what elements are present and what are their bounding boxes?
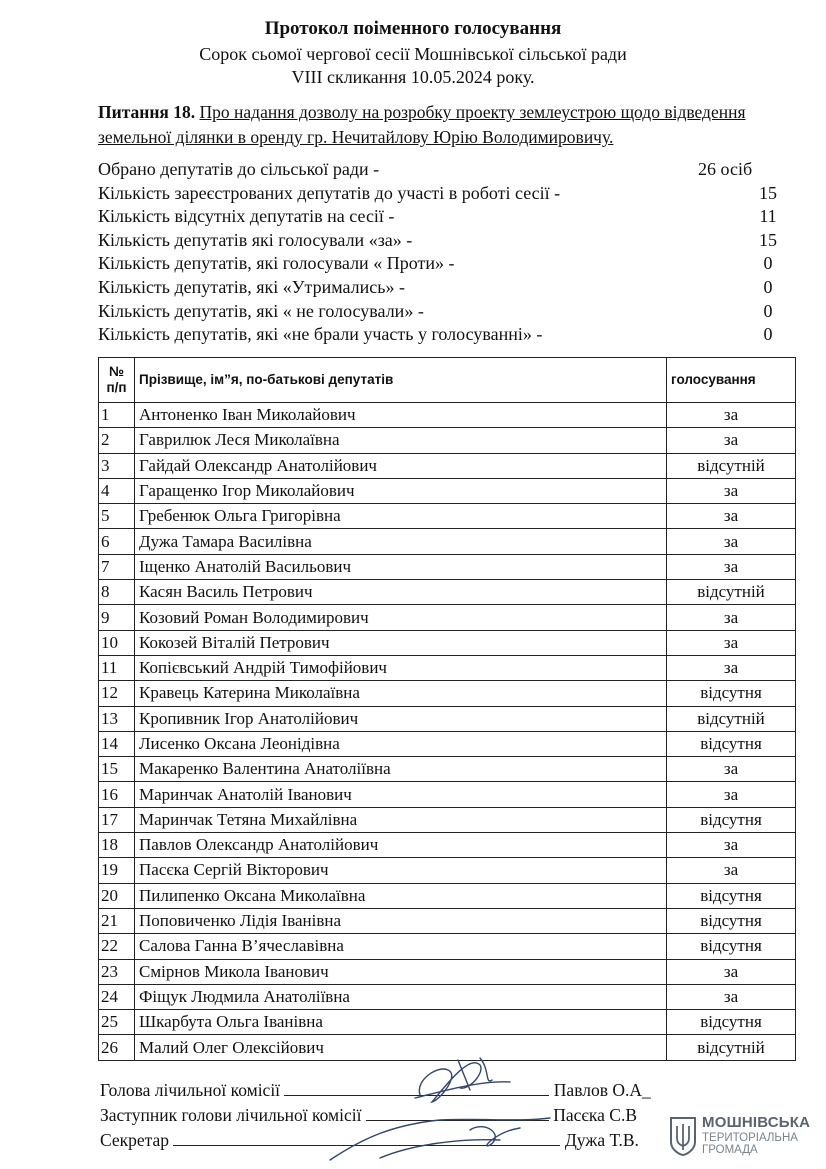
row-number: 15	[99, 757, 135, 782]
deputy-name: Касян Василь Петрович	[135, 580, 667, 605]
stat-value: 0	[763, 253, 773, 274]
table-header-row	[99, 358, 796, 403]
table-row	[99, 934, 796, 959]
table-row	[99, 1010, 796, 1035]
table-row	[99, 731, 796, 756]
table-row	[99, 883, 796, 908]
stat-value: 0	[763, 324, 773, 345]
row-number: 13	[99, 706, 135, 731]
table-row	[99, 504, 796, 529]
signature-role: Заступник голови лічильної комісії	[100, 1105, 362, 1125]
row-number: 21	[99, 908, 135, 933]
question-text-line2: земельної ділянки в оренду гр. Нечитайлову Юрію Володимировичу.	[98, 127, 614, 147]
roll-call-table	[98, 357, 796, 1061]
deputy-name: Фіщук Людмила Анатоліївна	[135, 984, 667, 1009]
community-brand	[668, 1112, 818, 1162]
row-number: 24	[99, 984, 135, 1009]
signature-name: Дужа Т.В.	[564, 1130, 639, 1150]
row-number: 11	[99, 655, 135, 680]
row-number: 19	[99, 858, 135, 883]
deputy-name: Гаращенко Ігор Миколайович	[135, 478, 667, 503]
signature-role: Секретар	[100, 1130, 170, 1150]
deputy-name: Макаренко Валентина Анатоліївна	[135, 757, 667, 782]
table-row	[99, 959, 796, 984]
signature-name: Пасєка С.В	[553, 1105, 638, 1125]
deputy-name: Козовий Роман Володимирович	[135, 605, 667, 630]
vote-result: за	[667, 782, 796, 807]
table-row	[99, 529, 796, 554]
question-number: Питання 18.	[98, 102, 196, 122]
vote-result: відсутній	[667, 1035, 796, 1060]
row-number: 12	[99, 681, 135, 706]
row-number: 5	[99, 504, 135, 529]
deputy-name: Шкарбута Ольга Іванівна	[135, 1010, 667, 1035]
table-row	[99, 782, 796, 807]
deputy-name: Салова Ганна В’ячеславівна	[135, 934, 667, 959]
header-name: Прізвище, ім”я, по-батькові депутатів	[135, 358, 667, 403]
row-number: 18	[99, 833, 135, 858]
row-number: 26	[99, 1035, 135, 1060]
stat-value: 26 осіб	[698, 159, 753, 179]
signature-role: Голова лічильної комісії	[100, 1080, 281, 1100]
vote-result: за	[667, 959, 796, 984]
row-number: 1	[99, 403, 135, 428]
table-row	[99, 908, 796, 933]
deputy-name: Маринчак Анатолій Іванович	[135, 782, 667, 807]
row-number: 25	[99, 1010, 135, 1035]
deputy-name: Іщенко Анатолій Васильович	[135, 554, 667, 579]
stat-row	[98, 158, 798, 182]
row-number: 2	[99, 428, 135, 453]
table-row	[99, 403, 796, 428]
stat-row	[98, 252, 798, 276]
stat-label: Кількість депутатів які голосували «за» -	[98, 229, 413, 250]
vote-result: за	[667, 757, 796, 782]
trident-emblem-icon	[668, 1116, 698, 1156]
deputy-name: Копієвський Андрій Тимофійович	[135, 655, 667, 680]
deputy-name: Малий Олег Олексійович	[135, 1035, 667, 1060]
vote-result: відсутня	[667, 731, 796, 756]
table-row	[99, 428, 796, 453]
signature-deputy-chair	[100, 1105, 637, 1126]
stat-row	[98, 229, 798, 253]
table-row	[99, 833, 796, 858]
vote-result: відсутня	[667, 908, 796, 933]
deputy-name: Лисенко Оксана Леонідівна	[135, 731, 667, 756]
signature-secretary	[100, 1130, 639, 1151]
vote-statistics	[98, 158, 798, 347]
row-number: 7	[99, 554, 135, 579]
stat-label: Кількість відсутніх депутатів на сесії -	[98, 206, 395, 227]
row-number: 17	[99, 807, 135, 832]
vote-result: відсутня	[667, 1010, 796, 1035]
deputy-name: Кокозей Віталій Петрович	[135, 630, 667, 655]
row-number: 8	[99, 580, 135, 605]
stat-value: 11	[759, 206, 777, 227]
vote-result: за	[667, 655, 796, 680]
stat-row	[98, 323, 798, 347]
stat-row	[98, 205, 798, 229]
row-number: 22	[99, 934, 135, 959]
table-row	[99, 807, 796, 832]
table-row	[99, 630, 796, 655]
vote-result: відсутня	[667, 807, 796, 832]
vote-result: за	[667, 605, 796, 630]
vote-result: відсутня	[667, 883, 796, 908]
table-row	[99, 605, 796, 630]
stat-value: 15	[759, 229, 777, 250]
deputy-name: Гребенюк Ольга Григорівна	[135, 504, 667, 529]
vote-result: відсутня	[667, 934, 796, 959]
stat-label: Кількість зареєстрованих депутатів до участі в роботі сесії -	[98, 182, 561, 203]
row-number: 20	[99, 883, 135, 908]
deputy-name: Кравець Катерина Миколаївна	[135, 681, 667, 706]
deputy-name: Поповиченко Лідія Іванівна	[135, 908, 667, 933]
row-number: 3	[99, 453, 135, 478]
vote-result: відсутня	[667, 681, 796, 706]
vote-result: за	[667, 403, 796, 428]
session-line: Сорок сьомої чергової сесії Мошнівської сільської ради	[199, 44, 627, 64]
stat-label: Кількість депутатів, які голосували « Проти» -	[98, 253, 455, 274]
stat-label: Кількість депутатів, які «Утримались» -	[98, 276, 405, 297]
row-number: 9	[99, 605, 135, 630]
row-number: 10	[99, 630, 135, 655]
table-row	[99, 580, 796, 605]
stat-row	[98, 182, 798, 206]
vote-result: відсутній	[667, 453, 796, 478]
stat-label: Кількість депутатів, які «не брали участь у голосуванні» -	[98, 324, 543, 345]
stat-label: Обрано депутатів до сільської ради -	[98, 159, 380, 179]
table-row	[99, 681, 796, 706]
table-row	[99, 757, 796, 782]
question-text-line1: Про надання дозволу на розробку проекту землеустрою щодо відведення	[199, 102, 746, 122]
table-row	[99, 984, 796, 1009]
vote-result: за	[667, 833, 796, 858]
document-title: Протокол поіменного голосування	[264, 18, 562, 39]
brand-line1: МОШНІВСЬКА	[702, 1114, 811, 1131]
row-number: 16	[99, 782, 135, 807]
stat-row	[98, 276, 798, 300]
signature-name: Павлов О.А_	[553, 1080, 651, 1100]
deputy-name: Пилипенко Оксана Миколаївна	[135, 883, 667, 908]
stat-value: 0	[763, 276, 773, 297]
stat-value: 15	[759, 182, 777, 203]
deputy-name: Пасєка Сергій Вікторович	[135, 858, 667, 883]
stat-label: Кількість депутатів, які « не голосували» -	[98, 300, 424, 321]
vote-result: за	[667, 504, 796, 529]
row-number: 23	[99, 959, 135, 984]
header-number: № п/п	[99, 358, 135, 403]
vote-result: відсутній	[667, 706, 796, 731]
question-block	[98, 100, 793, 150]
vote-result: за	[667, 529, 796, 554]
vote-result: за	[667, 478, 796, 503]
table-row	[99, 453, 796, 478]
vote-result: відсутній	[667, 580, 796, 605]
vote-result: за	[667, 984, 796, 1009]
row-number: 4	[99, 478, 135, 503]
deputy-name: Гайдай Олександр Анатолійович	[135, 453, 667, 478]
convocation-line: VIII скликання 10.05.2024 року.	[291, 67, 535, 87]
vote-result: за	[667, 428, 796, 453]
vote-result: за	[667, 858, 796, 883]
deputy-name: Павлов Олександр Анатолійович	[135, 833, 667, 858]
stat-value: 0	[763, 300, 773, 321]
table-row	[99, 858, 796, 883]
header-vote: голосування	[667, 358, 796, 403]
brand-line2: ТЕРИТОРІАЛЬНА ГРОМАДА	[702, 1132, 798, 1156]
row-number: 14	[99, 731, 135, 756]
row-number: 6	[99, 529, 135, 554]
table-row	[99, 706, 796, 731]
table-row	[99, 478, 796, 503]
deputy-name: Маринчак Тетяна Михайлівна	[135, 807, 667, 832]
deputy-name: Антоненко Іван Миколайович	[135, 403, 667, 428]
stat-row	[98, 300, 798, 324]
table-row	[99, 1035, 796, 1060]
table-row	[99, 554, 796, 579]
table-row	[99, 655, 796, 680]
vote-result: за	[667, 630, 796, 655]
deputy-name: Смірнов Микола Іванович	[135, 959, 667, 984]
deputy-name: Гаврилюк Леся Миколаївна	[135, 428, 667, 453]
signature-chair	[100, 1080, 651, 1101]
deputy-name: Кропивник Ігор Анатолійович	[135, 706, 667, 731]
deputy-name: Дужа Тамара Василівна	[135, 529, 667, 554]
vote-result: за	[667, 554, 796, 579]
